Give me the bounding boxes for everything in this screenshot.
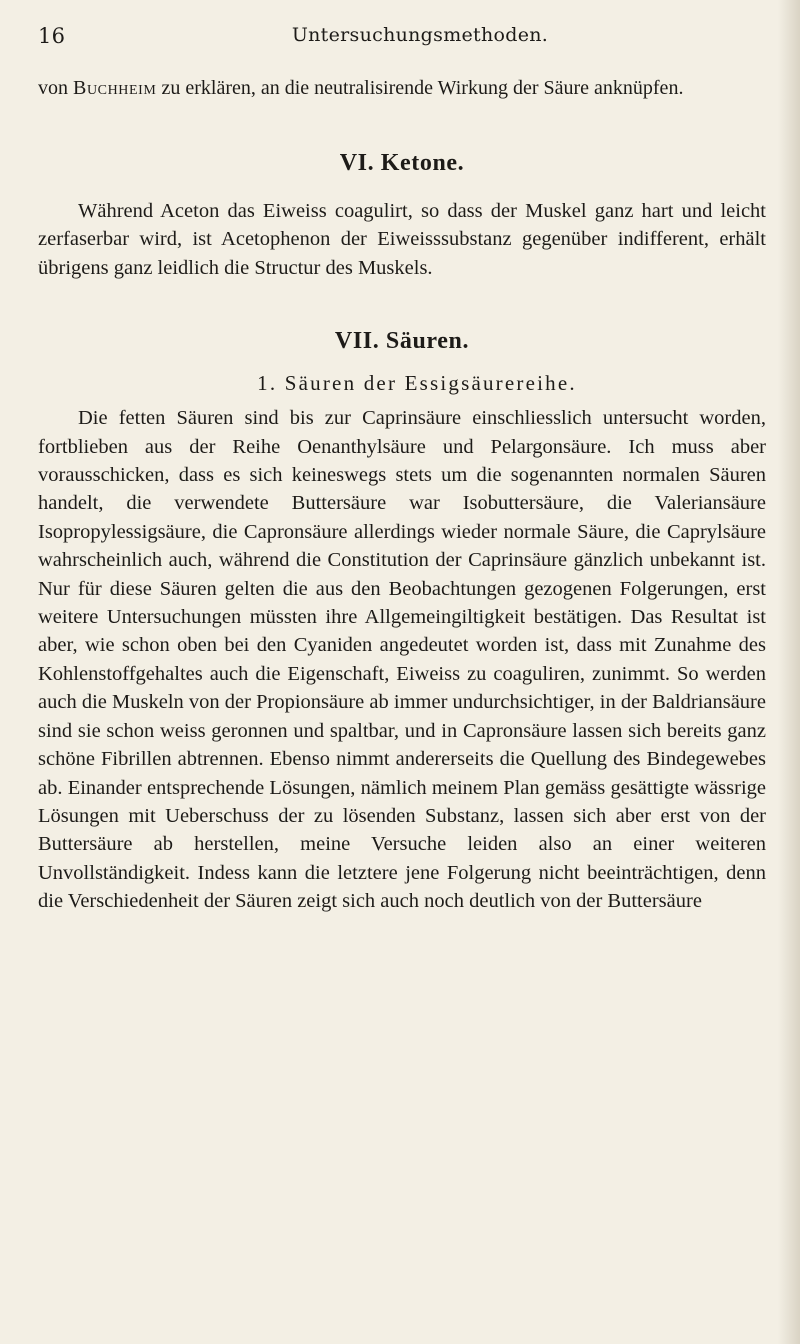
page-header (38, 22, 766, 56)
ketone-paragraph: Während Aceton das Eiweiss coagulirt, so dass der Muskel ganz hart und leicht zerfaserbar wird, ist Acetophenon der Eiweisssubstanz gegenüber indifferent, erhält übrigens ganz leidlich die Structur des Muskels. (38, 200, 766, 279)
intro-text-after: zu erklären, an die neutralisirende Wirkung der Säure anknüpfen. (156, 77, 684, 99)
running-title: Untersuchungsmethoden. (291, 24, 549, 46)
section-heading-ketone: VI. Ketone. (339, 150, 465, 176)
page-number: 16 (38, 24, 66, 48)
intro-paragraph (38, 74, 766, 102)
saeuren-paragraph: Die fetten Säuren sind bis zur Caprinsäure einschliesslich untersucht worden, fortblieben aus der Reihe Oenanthylsäure und Pelargonsäure. Ich muss aber vorausschicken, dass es sich keineswegs stets um die sogenannten normalen Säuren handelt, die verwendete Buttersäure war Isobuttersäure, die Valeriansäure Isopropylessigsäure, die Capronsäure allerdings wieder normale Säure, die Caprylsäure wahrscheinlich auch, während die Constitution der Caprinsäure gänzlich unbekannt ist. Nur für diese Säuren gelten die aus den Beobachtungen gezogenen Folgerungen, erst weitere Untersuchungen müssten ihre Allgemeingiltigkeit bestätigen. Das Resultat ist aber, wie schon oben bei den Cyaniden angedeutet worden ist, dass mit Zunahme des Kohlenstoffgehaltes auch die Eigenschaft, Eiweiss zu coaguliren, zunimmt. So werden auch die Muskeln von der Propionsäure ab immer undurchsichtiger, in der Baldriansäure sind sie schon weiss geronnen und spaltbar, und in Capronsäure lassen sich bereits ganz schöne Fibrillen abtrennen. Ebenso nimmt andererseits die Quellung des Bindegewebes ab. Einander entsprechende Lösungen, nämlich meinem Plan gemäss gesättigte wässrige Lösungen mit Ueberschuss der zu lösenden Substanz, lassen sich aber erst von der Buttersäure ab herstellen, meine Versuche leiden also an einer weiteren Unvollständigkeit. Indess kann die letztere jene Folgerung nicht beeinträchtigen, denn die Verschiedenheit der Säuren zeigt sich auch noch deutlich von der Buttersäure (38, 407, 766, 913)
subsection-heading-essigsaeurereihe: 1. Säuren der Essigsäurereihe. (257, 371, 577, 396)
intro-text-before: von (38, 77, 73, 99)
author-name: Buchheim (73, 77, 157, 99)
section-heading-saeuren: VII. Säuren. (334, 328, 470, 355)
